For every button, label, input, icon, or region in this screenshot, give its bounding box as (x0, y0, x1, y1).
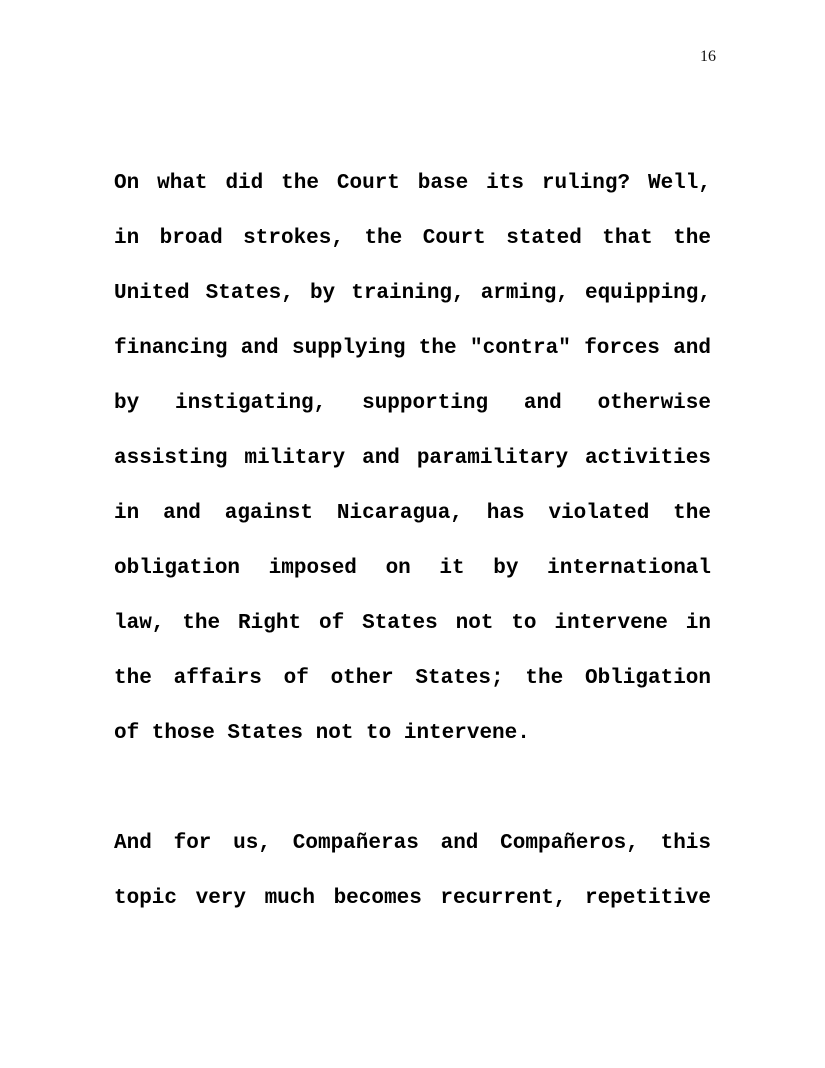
text-line: United States, by training, arming, equipping, (114, 282, 711, 305)
text-line: financing and supplying the "contra" forces and (114, 337, 711, 360)
text-line: by instigating, supporting and otherwise (114, 392, 711, 415)
text-line: assisting military and paramilitary activities (114, 447, 711, 470)
text-line: topic very much becomes recurrent, repetitive (114, 887, 711, 910)
text-line: in and against Nicaragua, has violated the (114, 502, 711, 525)
text-line: On what did the Court base its ruling? Well, (114, 172, 711, 195)
paragraph (114, 156, 711, 761)
paragraph (114, 816, 711, 926)
text-line: the affairs of other States; the Obligation (114, 667, 711, 690)
text-line: law, the Right of States not to intervene in (114, 612, 711, 635)
page-number: 16 (700, 48, 716, 65)
text-line: obligation imposed on it by international (114, 557, 711, 580)
text-line: in broad strokes, the Court stated that the (114, 227, 711, 250)
text-line: And for us, Compañeras and Compañeros, this (114, 832, 711, 855)
text-line: of those States not to intervene. (114, 722, 530, 745)
